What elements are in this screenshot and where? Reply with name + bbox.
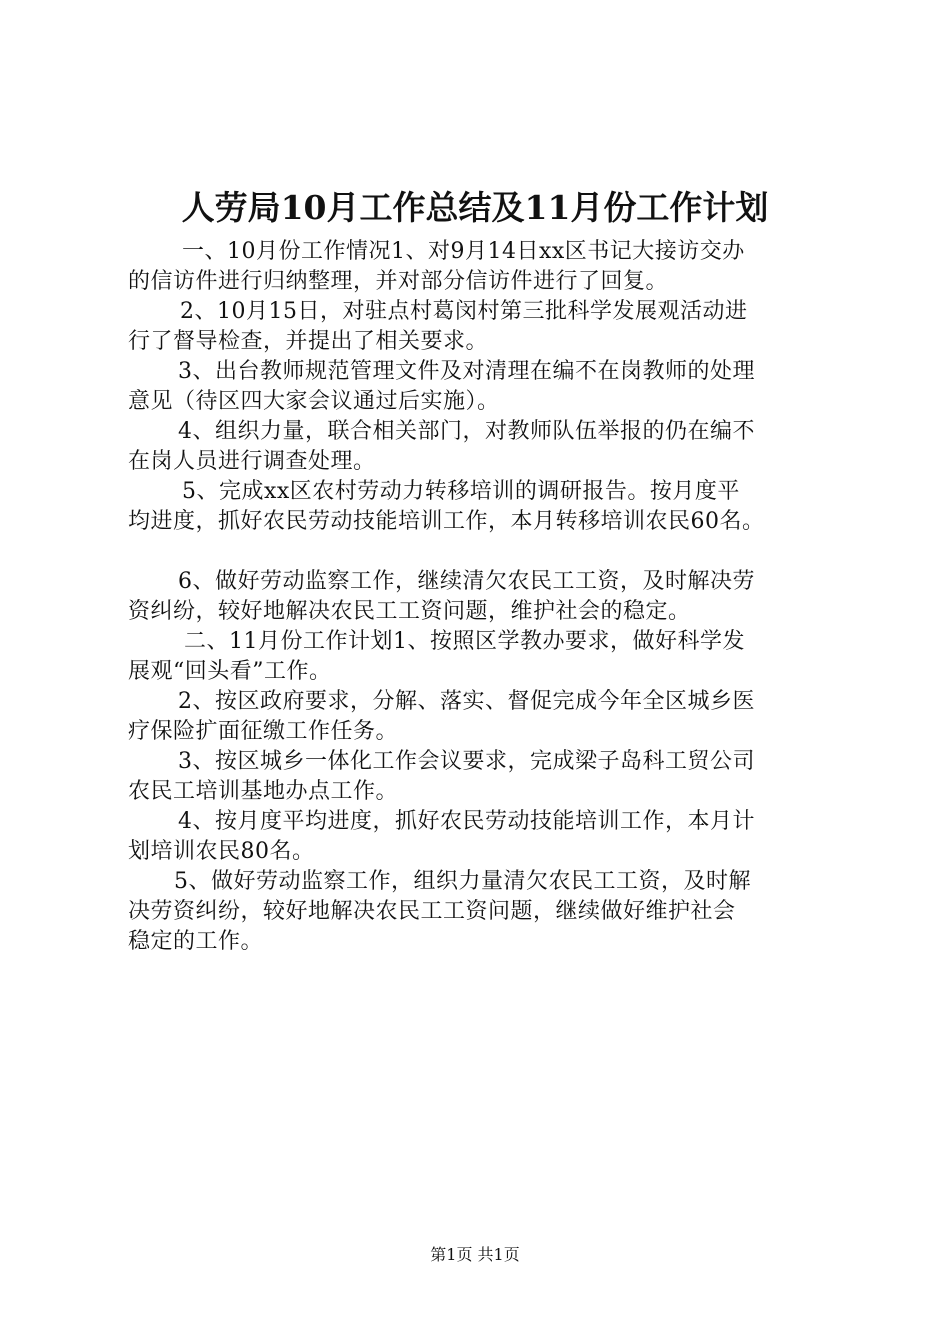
page-footer: 第1页 共1页: [430, 1245, 520, 1264]
paragraph-line: 2、10月15日，对驻点村葛闵村第三批科学发展观活动进: [180, 299, 748, 324]
paragraph-line: 二、11月份工作计划1、按照区学教办要求，做好科学发: [184, 629, 745, 654]
paragraph-line: 意见（待区四大家会议通过后实施）。: [128, 389, 500, 414]
paragraph-line: 疗保险扩面征缴工作任务。: [128, 719, 399, 744]
paragraph: [128, 237, 854, 297]
paragraph: [128, 627, 854, 687]
paragraph-line: 5、做好劳动监察工作，组织力量清欠农民工工资，及时解: [174, 869, 751, 894]
paragraph-line: 4、按月度平均进度，抓好农民劳动技能培训工作，本月计: [178, 809, 755, 834]
document-title: 人劳局10月工作总结及11月份工作计划: [181, 188, 769, 227]
document-body: [128, 237, 854, 957]
paragraph: [128, 477, 854, 537]
paragraph: [128, 567, 854, 627]
paragraph-line: 2、按区政府要求，分解、落实、督促完成今年全区城乡医: [178, 689, 755, 714]
paragraph: [128, 807, 854, 867]
paragraph-line: 决劳资纠纷，较好地解决农民工工资问题，继续做好维护社会: [128, 899, 736, 924]
paragraph-line: 均进度，抓好农民劳动技能培训工作，本月转移培训农民60名。: [128, 509, 765, 534]
paragraph: [128, 357, 854, 417]
paragraph-line: 资纠纷，较好地解决农民工工资问题，维护社会的稳定。: [128, 599, 691, 624]
paragraph-line: 5、完成xx区农村劳动力转移培训的调研报告。按月度平: [182, 479, 740, 504]
paragraph-gap: [128, 537, 854, 567]
paragraph-line: 展观“回头看”工作。: [128, 659, 332, 684]
paragraph-line: 在岗人员进行调查处理。: [128, 449, 376, 474]
paragraph: [128, 867, 854, 957]
paragraph-line: 6、做好劳动监察工作，继续清欠农民工工资，及时解决劳: [178, 569, 755, 594]
paragraph-line: 农民工培训基地办点工作。: [128, 779, 399, 804]
paragraph: [128, 747, 854, 807]
paragraph: [128, 687, 854, 747]
paragraph-line: 稳定的工作。: [128, 929, 264, 954]
paragraph-line: 一、10月份工作情况1、对9月14日xx区书记大接访交办: [182, 239, 745, 264]
paragraph-line: 划培训农民80名。: [128, 839, 315, 864]
paragraph-line: 3、按区城乡一体化工作会议要求，完成梁子岛科工贸公司: [178, 749, 755, 774]
paragraph-line: 3、出台教师规范管理文件及对清理在编不在岗教师的处理: [178, 359, 755, 384]
paragraph-line: 行了督导检查，并提出了相关要求。: [128, 329, 489, 354]
paragraph: [128, 297, 854, 357]
paragraph: [128, 417, 854, 477]
paragraph-line: 的信访件进行归纳整理，并对部分信访件进行了回复。: [128, 269, 669, 294]
paragraph-line: 4、组织力量，联合相关部门，对教师队伍举报的仍在编不: [178, 419, 755, 444]
